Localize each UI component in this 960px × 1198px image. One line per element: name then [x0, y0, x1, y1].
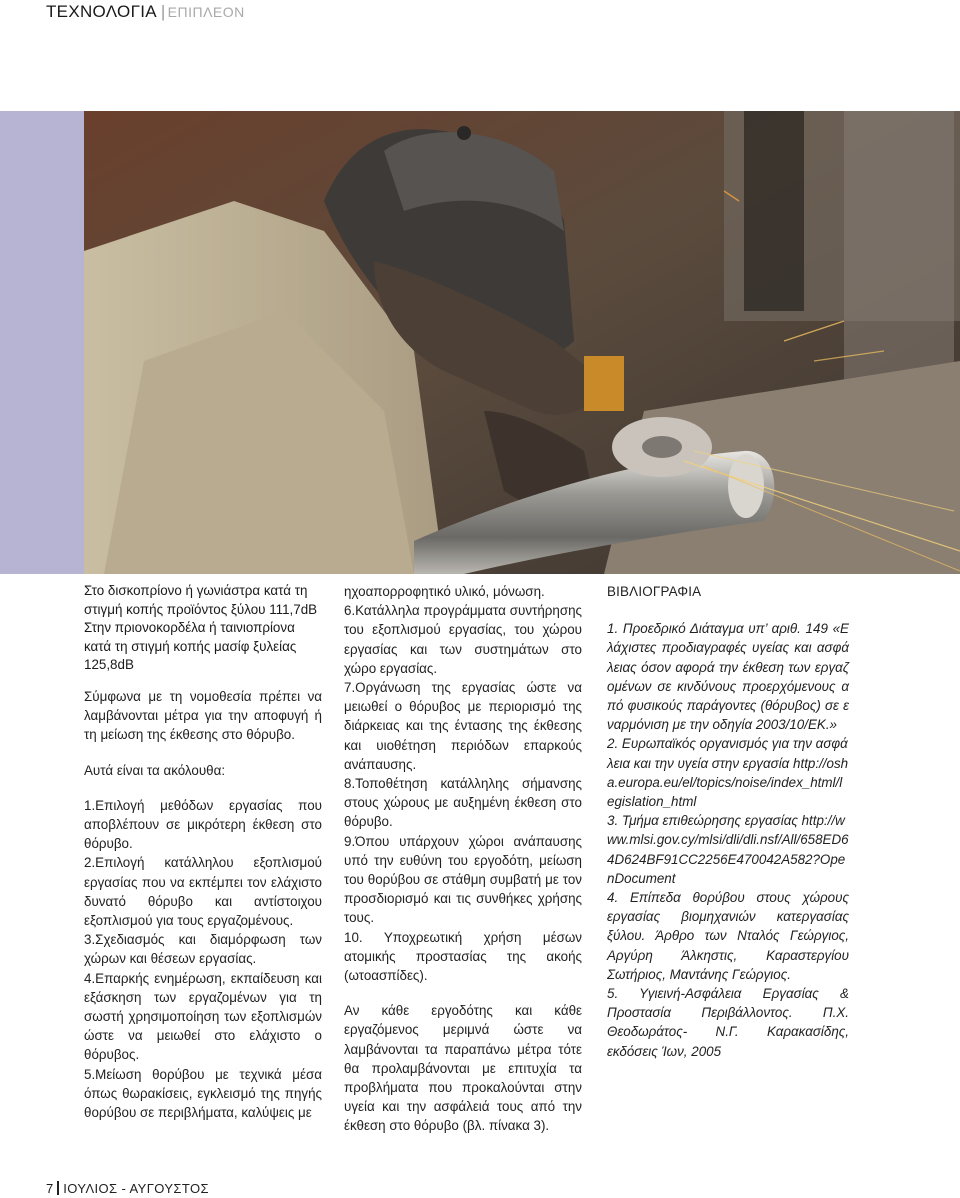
measure-item: 2.Επιλογή κατάλληλου εξοπλισμού εργασίας που να εκπέμπει τον ελάχιστο δυνατό θόρυβο και αντίστοιχου εξοπλισμού για τους εργαζομένους. [84, 855, 322, 928]
measure-item: 6.Κατάλληλα προγράμματα συντήρησης του εξοπλισμού εργασίας, του χώρου εργασίας και των συστημάτων στο χώρο εργασίας. [344, 603, 582, 676]
text-column-1 [84, 582, 322, 1122]
measure-item: 8.Τοποθέτηση κατάλληλης σήμανσης στους χώρους με αυξημένη έκθεση στο θόρυβο. [344, 776, 582, 830]
list-intro: Αυτά είναι τα ακόλουθα: [84, 762, 226, 778]
measure-item: 1.Επιλογή μεθόδων εργασίας που αποβλέπουν σε μικρότερη έκθεση στο θόρυβο. [84, 797, 322, 852]
page-number: 7 [46, 1181, 54, 1196]
intro-highlight [84, 582, 322, 675]
bibliography-entry: 1. Προεδρικό Διάταγμα υπ’ αριθ. 149 «Ελάχιστες προδιαγραφές υγείας και ασφάλειας όσον αφορά την έκθεση των εργαζομένων σε κινδύνους προερχόμενους από φυσικούς παράγοντες (θόρυβος) σε εναρμόνιση με την οδηγία 2003/10/ΕΚ.» [607, 621, 849, 733]
text-column-2 [344, 582, 582, 1136]
continuation-text: ηχοαπορροφητικό υλικό, μόνωση. [344, 584, 545, 599]
measure-item: 3.Σχεδιασμός και διαμόρφωση των χώρων και θέσεων εργασίας. [84, 932, 322, 967]
measure-item: 10. Υποχρεωτική χρήση μέσων ατομικής προστασίας της ακοής (ωτοασπίδες). [344, 929, 582, 984]
bibliography-title: ΒΙΒΛΙΟΓΡΑΦΙΑ [607, 584, 702, 599]
lilac-side-panel [0, 111, 84, 574]
welder-grinding-photo [84, 111, 960, 574]
intro-line: κατά τη στιγμή κοπής μασίφ ξυλείας [84, 638, 297, 654]
bibliography-entry: 4. Επίπεδα θορύβου στους χώρους εργασίας βιομηχανιών κατεργασίας ξύλου. Άρθρο των Νταλός Γεώργιος, Αργύρη Άλκηστις, Καραστεργίου Σωτήριος, Μαντάνης Γεώργιος. [607, 890, 849, 982]
subsection-title: ΕΠΙΠΛΕΟΝ [167, 4, 245, 20]
bibliography-entry: 5. Υγιεινή-Ασφάλεια Εργασίας & Προστασία Περιβάλλοντος. Π.Χ. Θεοδωράτος- Ν.Γ. Καρακασίδης, εκδόσεις Ίων, 2005 [607, 986, 849, 1059]
intro-line: Στην πριονοκορδέλα ή ταινιοπρίονα [84, 620, 295, 636]
header-separator: | [160, 2, 166, 21]
intro-line: στιγμή κοπής προϊόντος ξύλου 111,7dB [84, 601, 318, 617]
intro-line: 125,8dB [84, 657, 134, 673]
bibliography-entry: 3. Τμήμα επιθεώρησης εργασίας http://www.mlsi.gov.cy/mlsi/dli/dli.nsf/All/658ED64D624BF91CC2256E470042A582?OpenDocument [607, 813, 849, 886]
bibliography-entry: 2. Ευρωπαϊκός οργανισμός για την ασφάλεια και την υγεία στην εργασία http://osha.europa.eu/el/topics/noise/index_html/legislation_html [607, 736, 849, 810]
measure-item: 7.Οργάνωση της εργασίας ώστε να μειωθεί ο θόρυβος με περιορισμό της διάρκειας και της έντασης της έκθεσης και υιοθέτηση περιόδων επαρκούς ανάπαυσης. [344, 680, 582, 772]
page-footer [46, 1181, 209, 1196]
closing-paragraph: Αν κάθε εργοδότης και κάθε εργαζόμενος μεριμνά ώστε να λαμβάνονται τα παραπάνω μέτρα τότε θα προλαμβάνονται με επιτυχία τα προβλήματα που προκαλούνται στην υγεία και την ασφάλειά τους από την έκθεση στο θόρυβο (βλ. πίνακα 3). [344, 1003, 582, 1134]
legislation-paragraph: Σύμφωνα με τη νομοθεσία πρέπει να λαμβάνονται μέτρα για την αποφυγή ή τη μείωση της έκθεσης στο θόρυβο. [84, 688, 322, 743]
intro-line: Στο δισκοπρίονο ή γωνιάστρα κατά τη [84, 583, 308, 598]
page-header [46, 2, 245, 24]
measure-item: 4.Επαρκής ενημέρωση, εκπαίδευση και εξάσκηση των εργαζομένων για τη σωστή χρησιμοποίηση των εξοπλισμών ώστε να μειωθεί στο ελάχιστο ο θόρυβος. [84, 970, 322, 1063]
issue-label: ΙΟΥΛΙΟΣ - ΑΥΓΟΥΣΤΟΣ [63, 1181, 209, 1196]
measure-item: 5.Μείωση θορύβου με τεχνικά μέσα όπως θωρακίσεις, εγκλεισμό της πηγής θορύβου σε περιβλήματα, καλύψεις με [84, 1066, 322, 1121]
footer-divider [57, 1181, 59, 1195]
section-title: ΤΕΧΝΟΛΟΓΙΑ [46, 2, 157, 21]
measure-item: 9.Όπου υπάρχουν χώροι ανάπαυσης υπό την ευθύνη του εργοδότη, μείωση του θορύβου σε στάθμη συμβατή με τον προσδιορισμό και τις συνθήκες χρήσης τους. [344, 833, 582, 926]
bibliography-column [607, 582, 849, 1061]
